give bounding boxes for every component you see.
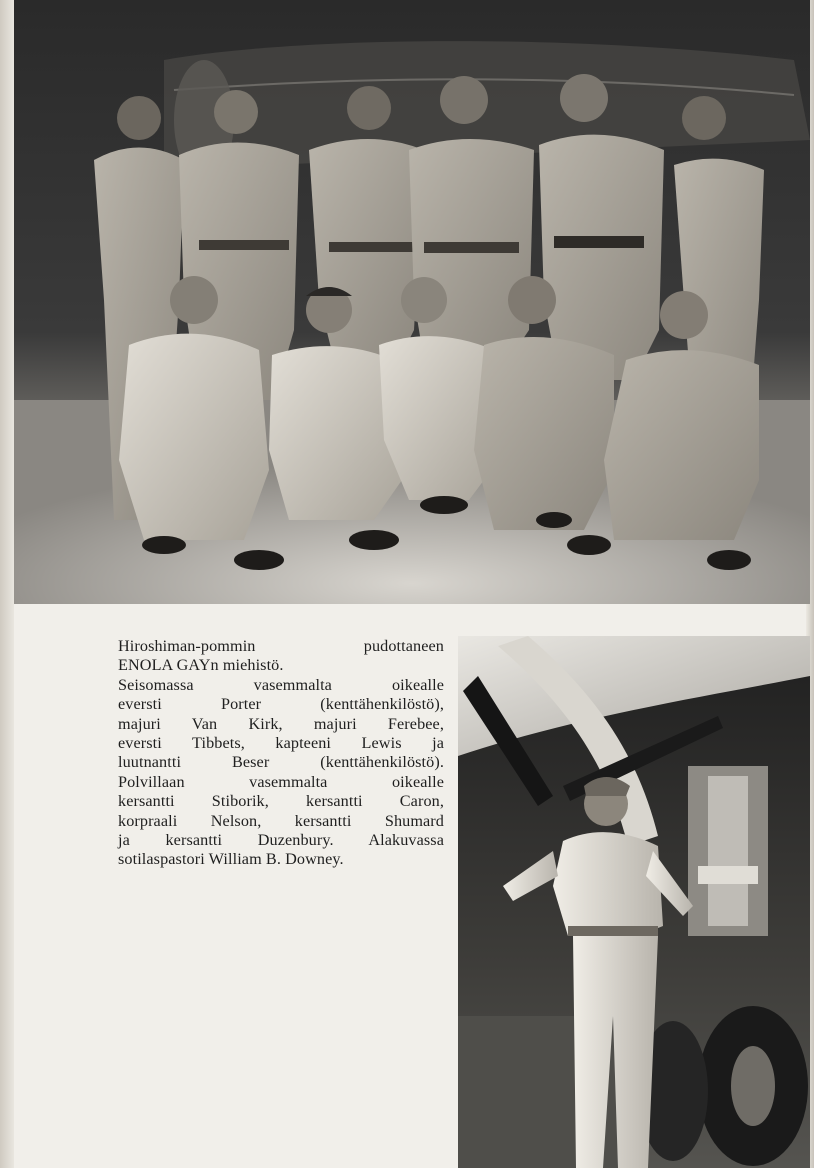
caption-line: sotilaspastori William B. Downey.	[118, 850, 344, 869]
chaplain-photo	[458, 636, 810, 1168]
caption-line: Polvillaan vasemmalta oikealle	[118, 772, 444, 791]
caption-line: Hiroshiman-pommin pudottaneen	[118, 637, 444, 655]
caption-line: eversti Tibbets, kapteeni Lewis ja	[118, 734, 444, 753]
page-binding-edge	[0, 0, 14, 1168]
caption-line: luutnantti Beser (kenttähenkilöstö).	[118, 753, 444, 772]
caption-line: ENOLA GAYn miehistö.	[118, 656, 284, 675]
caption-line: Seisomassa vasemmalta oikealle	[118, 675, 444, 694]
crew-group-photo	[14, 0, 810, 604]
caption-line: kersantti Stiborik, kersantti Caron,	[118, 792, 444, 811]
caption-line: ja kersantti Duzenbury. Alakuvassa	[118, 831, 444, 850]
caption-line: eversti Porter (kenttähenkilöstö),	[118, 695, 444, 714]
caption-line: korpraali Nelson, kersantti Shumard	[118, 811, 444, 830]
caption-line: majuri Van Kirk, majuri Ferebee,	[118, 714, 444, 733]
photo-caption	[118, 637, 444, 870]
